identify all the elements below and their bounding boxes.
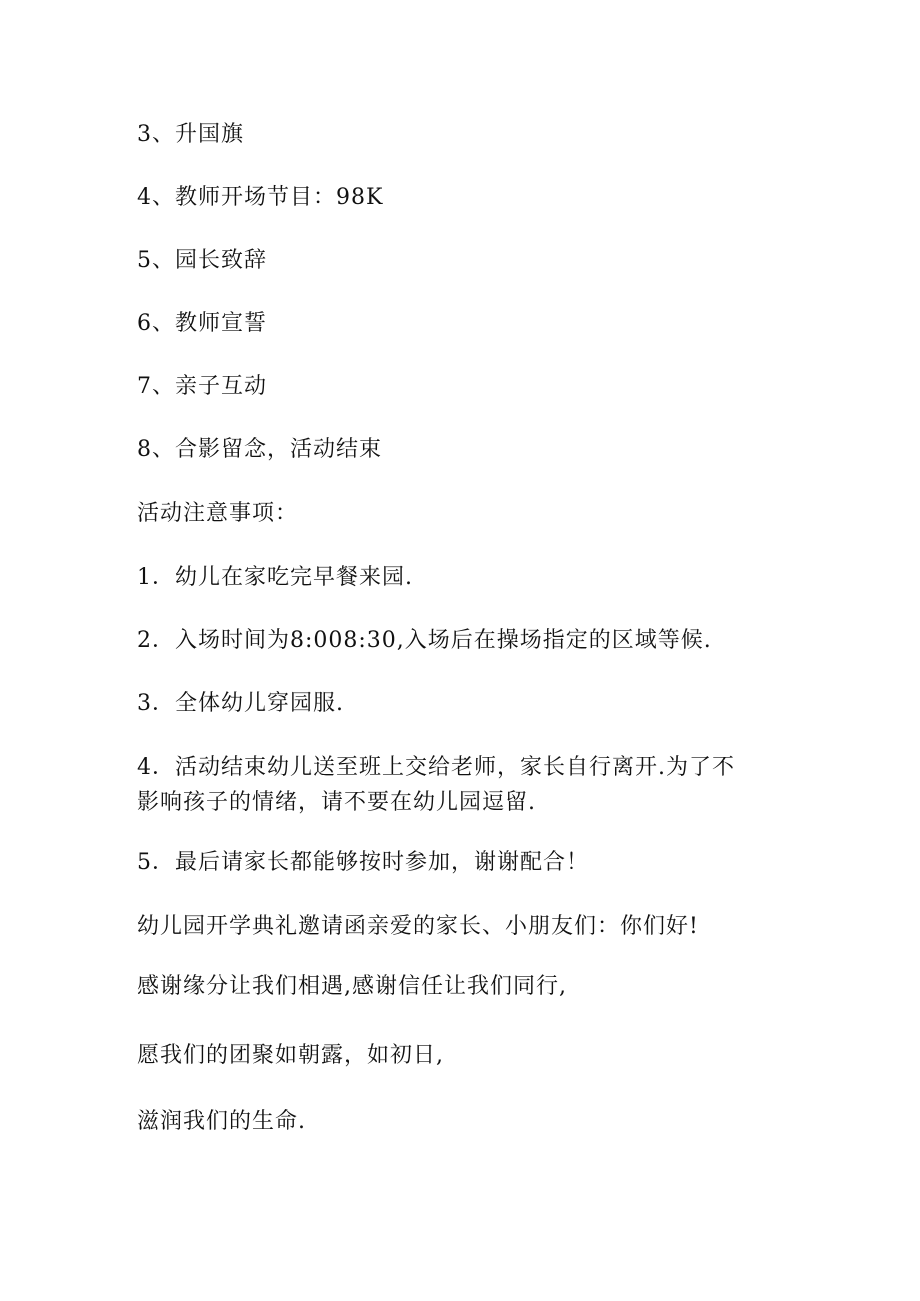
notice-item-1: 1．幼儿在家吃完早餐来园. <box>137 565 413 590</box>
notice-item-2: 2．入场时间为8:008:30,入场后在操场指定的区域等候. <box>137 628 712 653</box>
invitation-line-3: 滋润我们的生命. <box>137 1109 306 1134</box>
program-item-6: 6、教师宣誓 <box>137 311 267 336</box>
notice-item-3: 3．全体幼儿穿园服. <box>137 691 344 716</box>
invitation-greeting: 幼儿园开学典礼邀请函亲爱的家长、小朋友们：你们好! <box>137 914 699 939</box>
program-item-4: 4、教师开场节目：98K <box>137 185 384 210</box>
notice-item-5: 5．最后请家长都能够按时参加，谢谢配合！ <box>137 850 589 875</box>
invitation-line-1: 感谢缘分让我们相遇,感谢信任让我们同行, <box>137 974 567 999</box>
program-item-8: 8、合影留念，活动结束 <box>137 437 382 462</box>
invitation-line-2: 愿我们的团聚如朝露，如初日, <box>137 1043 444 1068</box>
program-item-7: 7、亲子互动 <box>137 374 267 399</box>
program-item-3: 3、升国旗 <box>137 122 244 147</box>
notice-item-4: 4．活动结束幼儿送至班上交给老师，家长自行离开.为了不影响孩子的情绪，请不要在幼儿园逗留. <box>137 755 735 815</box>
notice-heading: 活动注意事项： <box>137 501 299 526</box>
program-item-5: 5、园长致辞 <box>137 248 267 273</box>
